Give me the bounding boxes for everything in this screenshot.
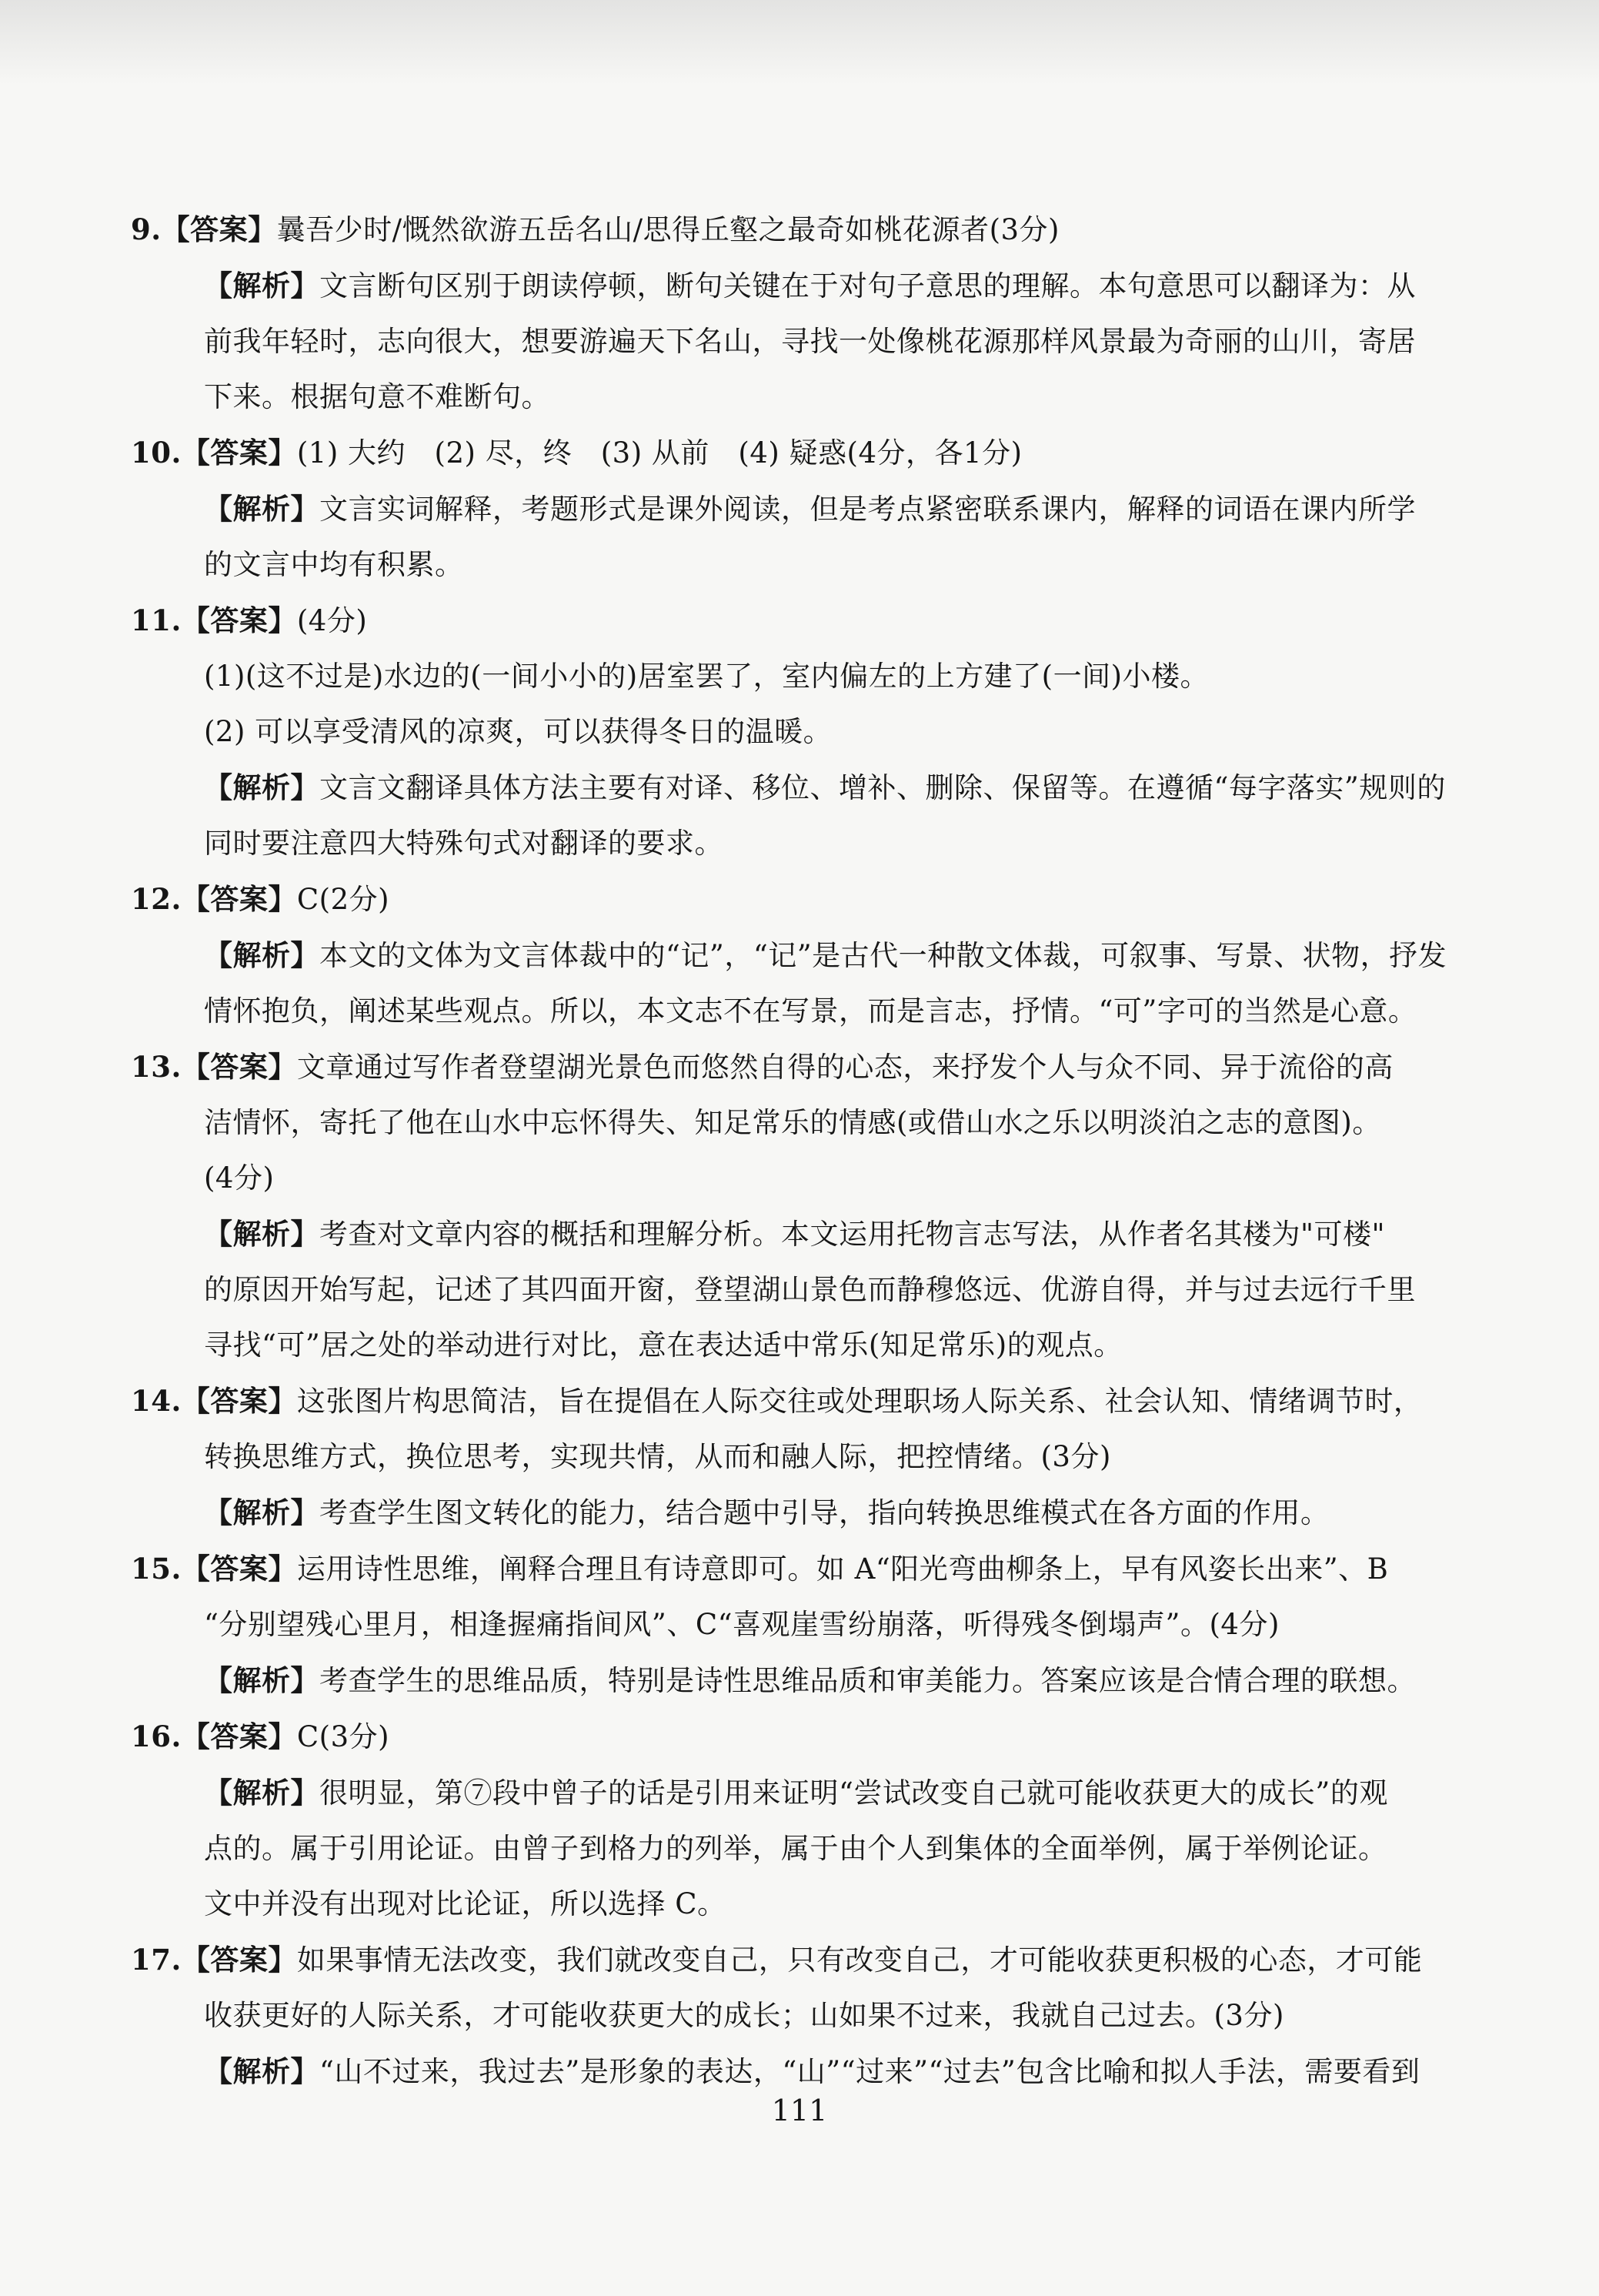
text-line bbox=[131, 314, 1481, 369]
line-text: 文中并没有出现对比论证，所以选择 C。 bbox=[204, 1887, 726, 1920]
text-line bbox=[131, 1541, 1481, 1597]
line-text: 文言文翻译具体方法主要有对译、移位、增补、删除、保留等。在遵循“每字落实”规则的 bbox=[319, 771, 1446, 804]
answer-item bbox=[131, 1932, 1481, 2100]
text-line bbox=[131, 1709, 1481, 1765]
text-line bbox=[131, 1932, 1481, 1988]
question-number: 15. bbox=[131, 1552, 182, 1586]
text-line bbox=[131, 258, 1481, 314]
text-line bbox=[131, 1821, 1481, 1877]
answer-item bbox=[131, 1039, 1481, 1373]
line-text: 的文言中均有积累。 bbox=[204, 548, 464, 581]
text-line bbox=[131, 481, 1481, 537]
line-text: 同时要注意四大特殊句式对翻译的要求。 bbox=[204, 827, 723, 860]
answer-item bbox=[131, 1541, 1481, 1709]
answer-item bbox=[131, 425, 1481, 593]
answer-tag: 【答案】 bbox=[181, 1050, 297, 1084]
text-line bbox=[131, 927, 1481, 984]
text-line bbox=[131, 2044, 1481, 2100]
question-number: 11. bbox=[131, 603, 182, 637]
text-line bbox=[131, 1095, 1481, 1151]
line-text: 收获更好的人际关系，才可能收获更大的成长；山如果不过来，我就自己过去。(3分) bbox=[204, 1999, 1284, 2032]
text-line bbox=[131, 369, 1481, 425]
answer-tag: 【答案】 bbox=[181, 1719, 297, 1753]
text-line bbox=[131, 1373, 1481, 1429]
analysis-tag: 【解析】 bbox=[204, 938, 319, 972]
text-line bbox=[131, 984, 1481, 1039]
answer-item bbox=[131, 202, 1481, 425]
text-line bbox=[131, 760, 1481, 816]
answer-item bbox=[131, 1373, 1481, 1541]
line-text: 这张图片构思简洁，旨在提倡在人际交往或处理职场人际关系、社会认知、情绪调节时， bbox=[296, 1385, 1423, 1418]
text-line bbox=[131, 202, 1481, 258]
answer-tag: 【答案】 bbox=[181, 436, 297, 470]
text-line bbox=[131, 425, 1481, 481]
line-text: 文章通过写作者登望湖光景色而悠然自得的心态，来抒发个人与众不同、异于流俗的高 bbox=[296, 1051, 1394, 1084]
text-line bbox=[131, 871, 1481, 927]
line-text: (4分) bbox=[204, 1161, 275, 1195]
line-text: 前我年轻时，志向很大，想要游遍天下名山，寻找一处像桃花源那样风景最为奇丽的山川，寄居 bbox=[204, 325, 1416, 358]
analysis-tag: 【解析】 bbox=[204, 1663, 319, 1697]
line-text: 很明显，第⑦段中曾子的话是引用来证明“尝试改变自己就可能收获更大的成长”的观 bbox=[319, 1776, 1388, 1810]
text-line bbox=[131, 1877, 1481, 1932]
line-text: 寻找“可”居之处的举动进行对比，意在表达适中常乐(知足常乐)的观点。 bbox=[204, 1328, 1123, 1362]
answer-item bbox=[131, 871, 1481, 1039]
line-text: 下来。根据句意不难断句。 bbox=[204, 380, 550, 413]
line-text: 的原因开始写起，记述了其四面开窗，登望湖山景色而静穆悠远、优游自得，并与过去远行千里 bbox=[204, 1273, 1416, 1306]
line-text: 洁情怀，寄托了他在山水中忘怀得失、知足常乐的情感(或借山水之乐以明淡泊之志的意图)。 bbox=[204, 1106, 1381, 1139]
text-line bbox=[131, 1597, 1481, 1653]
line-text: 考查学生的思维品质，特别是诗性思维品质和审美能力。答案应该是合情合理的联想。 bbox=[319, 1664, 1416, 1697]
question-number: 14. bbox=[131, 1384, 182, 1418]
line-text: (1) 大约 (2) 尽，终 (3) 从前 (4) 疑惑(4分，各1分) bbox=[296, 436, 1023, 470]
analysis-tag: 【解析】 bbox=[204, 269, 319, 302]
line-text: (2) 可以享受清风的凉爽，可以获得冬日的温暖。 bbox=[204, 715, 833, 748]
line-text: 曩吾少时/慨然欲游五岳名山/思得丘壑之最奇如桃花源者(3分) bbox=[276, 213, 1060, 246]
text-line bbox=[131, 537, 1481, 593]
text-line bbox=[131, 649, 1481, 704]
line-text: 转换思维方式，换位思考，实现共情，从而和融人际，把控情绪。(3分) bbox=[204, 1440, 1111, 1473]
answer-tag: 【答案】 bbox=[181, 603, 297, 637]
answer-tag: 【答案】 bbox=[161, 212, 277, 246]
text-line bbox=[131, 1765, 1481, 1821]
text-line bbox=[131, 1039, 1481, 1095]
line-text: C(2分) bbox=[296, 883, 390, 916]
answer-item bbox=[131, 1709, 1481, 1932]
line-text: C(3分) bbox=[296, 1720, 390, 1753]
text-line bbox=[131, 1206, 1481, 1262]
question-number: 9. bbox=[131, 212, 162, 246]
text-line bbox=[131, 1151, 1481, 1206]
line-text: 运用诗性思维，阐释合理且有诗意即可。如 A“阳光弯曲柳条上，早有风姿长出来”、B bbox=[296, 1552, 1389, 1586]
line-text: “山不过来，我过去”是形象的表达，“山”“过来”“过去”包含比喻和拟人手法，需要看到 bbox=[319, 2055, 1420, 2088]
answer-tag: 【答案】 bbox=[181, 1552, 297, 1586]
answer-tag: 【答案】 bbox=[181, 1384, 297, 1418]
analysis-tag: 【解析】 bbox=[204, 1776, 319, 1810]
analysis-tag: 【解析】 bbox=[204, 2054, 319, 2088]
answer-content bbox=[131, 202, 1481, 2100]
question-number: 12. bbox=[131, 882, 182, 916]
question-number: 13. bbox=[131, 1050, 182, 1084]
analysis-tag: 【解析】 bbox=[204, 1217, 319, 1251]
text-line bbox=[131, 1988, 1481, 2044]
analysis-tag: 【解析】 bbox=[204, 770, 319, 804]
answer-item bbox=[131, 593, 1481, 871]
question-number: 10. bbox=[131, 436, 182, 470]
line-text: 文言断句区别于朗读停顿，断句关键在于对句子意思的理解。本句意思可以翻译为：从 bbox=[319, 269, 1416, 302]
text-line bbox=[131, 1485, 1481, 1541]
line-text: (1)(这不过是)水边的(一间小小的)居室罢了，室内偏左的上方建了(一间)小楼。 bbox=[204, 660, 1210, 693]
answer-tag: 【答案】 bbox=[181, 1943, 297, 1977]
analysis-tag: 【解析】 bbox=[204, 1496, 319, 1529]
text-line bbox=[131, 1653, 1481, 1709]
line-text: 点的。属于引用论证。由曾子到格力的列举，属于由个人到集体的全面举例，属于举例论证。 bbox=[204, 1832, 1387, 1865]
text-line bbox=[131, 816, 1481, 871]
question-number: 17. bbox=[131, 1943, 182, 1977]
text-line bbox=[131, 704, 1481, 760]
line-text: (4分) bbox=[296, 604, 368, 637]
scan-shadow bbox=[0, 0, 1599, 85]
text-line bbox=[131, 1262, 1481, 1318]
question-number: 16. bbox=[131, 1719, 182, 1753]
line-text: 考查对文章内容的概括和理解分析。本文运用托物言志写法，从作者名其楼为"可楼" bbox=[319, 1218, 1386, 1251]
analysis-tag: 【解析】 bbox=[204, 492, 319, 526]
line-text: 情怀抱负，阐述某些观点。所以，本文志不在写景，而是言志，抒情。“可”字可的当然是心意。 bbox=[204, 994, 1417, 1028]
line-text: 本文的文体为文言体裁中的“记”，“记”是古代一种散文体裁，可叙事、写景、状物，抒发 bbox=[319, 939, 1447, 972]
line-text: 考查学生图文转化的能力，结合题中引导，指向转换思维模式在各方面的作用。 bbox=[319, 1496, 1330, 1529]
text-line bbox=[131, 593, 1481, 649]
text-line bbox=[131, 1318, 1481, 1373]
line-text: “分别望残心里月，相逢握痛指间风”、C“喜观崖雪纷崩落，听得残冬倒塌声”。(4分) bbox=[204, 1608, 1280, 1641]
page-number: 111 bbox=[771, 2094, 828, 2127]
text-line bbox=[131, 1429, 1481, 1485]
line-text: 文言实词解释，考题形式是课外阅读，但是考点紧密联系课内，解释的词语在课内所学 bbox=[319, 493, 1416, 526]
line-text: 如果事情无法改变，我们就改变自己，只有改变自己，才可能收获更积极的心态，才可能 bbox=[296, 1943, 1423, 1977]
answer-tag: 【答案】 bbox=[181, 882, 297, 916]
